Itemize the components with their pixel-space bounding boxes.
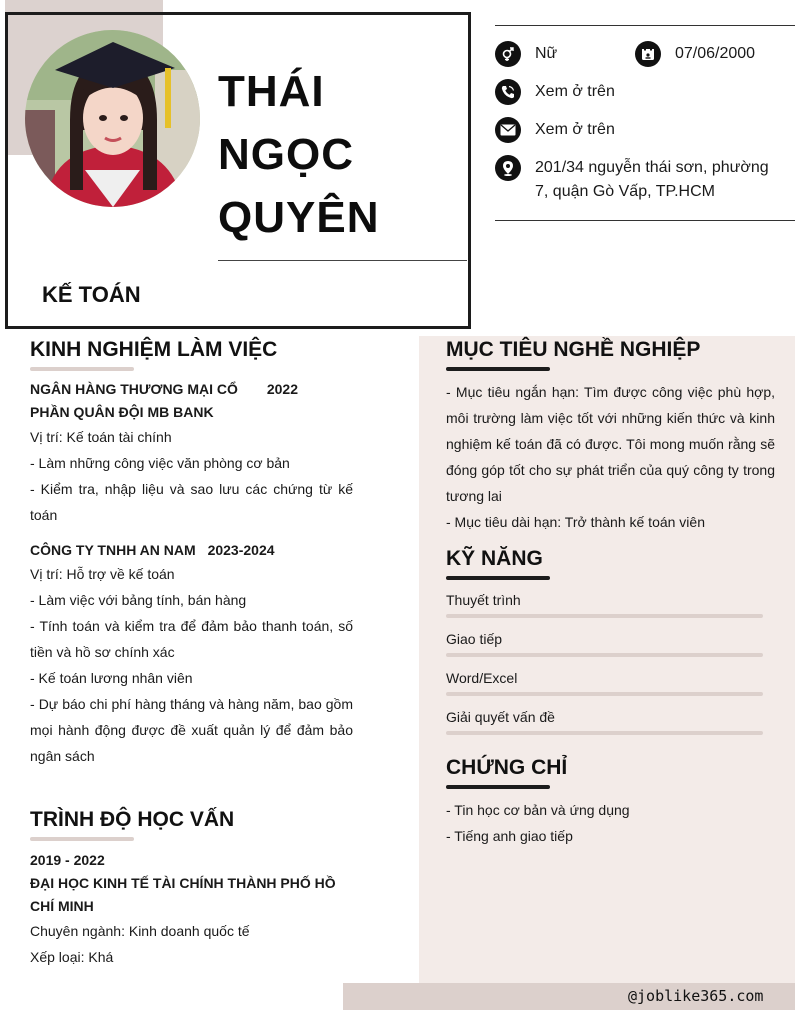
skills-title: KỸ NĂNG: [446, 547, 543, 570]
skill-bar-3: [446, 692, 763, 696]
job-1-position: Vị trí: Kế toán tài chính: [30, 429, 172, 445]
job-2-position: Vị trí: Hỗ trợ về kế toán: [30, 566, 175, 582]
address-line-2: 7, quận Gò Vấp, TP.HCM: [535, 183, 715, 200]
phone-icon: [495, 79, 521, 105]
skill-bar-4: [446, 731, 763, 735]
phone-value: Xem ở trên: [535, 83, 615, 100]
job-1-company-line-1: NGÂN HÀNG THƯƠNG MẠI CỔ: [30, 381, 238, 397]
address-line-1: 201/34 nguyễn thái sơn, phường: [535, 159, 769, 176]
job-2-duty-1: - Làm việc với bảng tính, bán hàng: [30, 592, 247, 608]
job-1-period: 2022: [266, 381, 298, 397]
name-divider: [218, 260, 467, 261]
skill-label-2: Giao tiếp: [446, 631, 503, 647]
job-1-duty-1: - Làm những công việc văn phòng cơ bản: [30, 455, 290, 471]
education-grade: Xếp loại: Khá: [30, 949, 114, 965]
job-title: KẾ TOÁN: [42, 282, 141, 307]
watermark-text: @joblike365.com: [628, 987, 764, 1005]
contact-bottom-divider: [495, 220, 795, 221]
education-title: TRÌNH ĐỘ HỌC VẤN: [30, 808, 235, 831]
objective-body: [446, 379, 775, 535]
skill-bar-2: [446, 653, 763, 657]
location-pin-icon: [495, 155, 521, 181]
education-major: Chuyên ngành: Kinh doanh quốc tế: [30, 923, 250, 939]
calendar-icon: [635, 41, 661, 67]
objective-title-underline: [446, 367, 550, 371]
job-entry-2: [30, 539, 353, 769]
skills-title-underline: [446, 576, 550, 580]
job-entry-1: [30, 378, 353, 528]
gender-value: Nữ: [535, 45, 558, 62]
job-2-duty-2: - Tính toán và kiểm tra để đảm bảo thanh toán, số tiền và hồ sơ chính xác: [30, 618, 353, 660]
gender-icon: [495, 41, 521, 67]
birthdate-value: 07/06/2000: [675, 45, 756, 62]
address-value: [535, 156, 769, 204]
contact-top-divider: [495, 25, 795, 26]
skill-label-3: Word/Excel: [446, 670, 518, 686]
job-1-company-line-2: PHẦN QUÂN ĐỘI MB BANK: [30, 404, 214, 420]
skill-bar-1: [446, 614, 763, 618]
name-line-3: QUYÊN: [218, 193, 380, 242]
objective-title: MỤC TIÊU NGHỀ NGHIỆP: [446, 338, 701, 361]
skill-label-4: Giải quyết vấn đề: [446, 709, 555, 725]
certificates-title: CHỨNG CHỈ: [446, 756, 568, 779]
job-2-duty-3: - Kế toán lương nhân viên: [30, 670, 193, 686]
name-line-1: THÁI: [218, 67, 325, 116]
education-period: 2019 - 2022: [30, 852, 105, 868]
objective-long-term: - Mục tiêu dài hạn: Trở thành kế toán viên: [446, 514, 705, 530]
objective-short-term: - Mục tiêu ngắn hạn: Tìm được công việc phù hợp, môi trường làm việc tốt với những kiến thức và kinh nghiệm kế toán đã có được. Tôi mong muốn rằng sẽ đóng góp tốt cho sự phát triển của quý công ty trong tương lai: [446, 384, 775, 504]
education-title-underline: [30, 837, 134, 841]
mail-icon: [495, 117, 521, 143]
experience-title: KINH NGHIỆM LÀM VIỆC: [30, 338, 278, 361]
education-entry: [30, 849, 360, 970]
job-2-company: CÔNG TY TNHH AN NAM: [30, 542, 196, 558]
experience-title-underline: [30, 367, 134, 371]
job-2-duty-4: - Dự báo chi phí hàng tháng và hàng năm, bao gồm mọi hành động được đề xuất quản lý để đảm bảo ngân sách: [30, 696, 353, 764]
certificates-title-underline: [446, 785, 550, 789]
education-school: ĐẠI HỌC KINH TẾ TÀI CHÍNH THÀNH PHỐ HỒ CHÍ MINH: [30, 875, 336, 914]
full-name: [218, 60, 379, 249]
avatar: [25, 30, 200, 207]
skill-label-1: Thuyết trình: [446, 592, 521, 608]
certificate-item-2: - Tiếng anh giao tiếp: [446, 828, 573, 844]
name-line-2: NGỌC: [218, 130, 354, 179]
job-2-period: 2023-2024: [207, 542, 275, 558]
email-value: Xem ở trên: [535, 121, 615, 138]
job-1-duty-2: - Kiểm tra, nhập liệu và sao lưu các chứng từ kế toán: [30, 481, 353, 523]
certificate-item-1: - Tin học cơ bản và ứng dụng: [446, 802, 630, 818]
certificates-list: [446, 797, 775, 849]
